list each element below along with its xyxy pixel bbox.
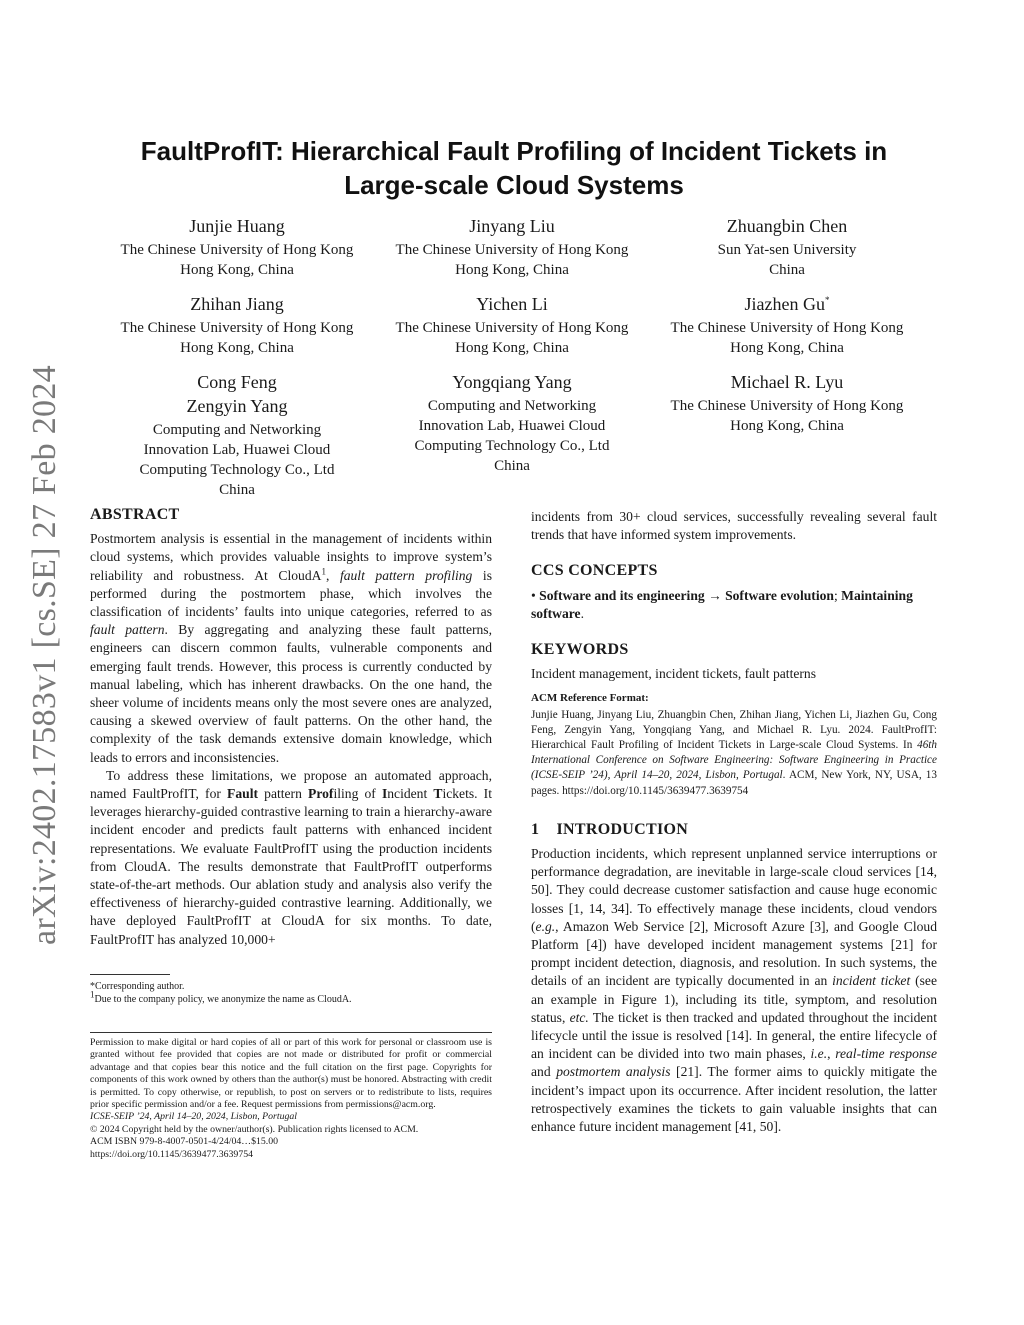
- author-block: [647, 292, 927, 358]
- keywords-heading: KEYWORDS: [531, 641, 629, 659]
- author-affiliation: Computing Technology Co., Ltd: [414, 438, 610, 454]
- venue-line: ICSE-SEIP ’24, April 14–20, 2024, Lisbon, Portugal: [90, 1111, 298, 1123]
- author-affiliation: Computing Technology Co., Ltd: [139, 462, 335, 478]
- author-location: Hong Kong, China: [455, 340, 569, 356]
- paper-title: [90, 134, 938, 202]
- ccs-section: [531, 562, 937, 623]
- author-affiliation: Sun Yat-sen University: [717, 242, 857, 258]
- author-location: China: [494, 458, 530, 474]
- text-run: To address these limitations, we propose an automated approach, named FaultProfIT, for: [90, 767, 492, 802]
- abstract-continued: incidents from 30+ cloud services, successfully revealing several fault trends that have informed system improvements.: [531, 509, 937, 543]
- text-run: ncident: [387, 786, 434, 802]
- footnote-text: Due to the company policy, we anonymize the name as CloudA.: [94, 994, 352, 1005]
- footnote-corresponding: *Corresponding author.: [90, 981, 185, 992]
- permission-text: Permission to make digital or hard copies of all or part of this work for personal or classroom use is granted without fee provided that copies are not made or distributed for profit or commercial advantage and that copies bear this notice and the full citation on the first page. Copyrights for components of this work owned by others than the author(s) must be honored. Abstracting with credit is permitted. To copy otherwise, or republish, to post on servers or to redistribute to lists, requires prior specific permission and/or a fee. Request permissions from permissions@acm.org.: [90, 1037, 492, 1111]
- right-column: [531, 508, 937, 1136]
- author-affiliation: The Chinese University of Hong Kong: [120, 242, 354, 258]
- period: .: [580, 605, 584, 621]
- text-run: ,: [827, 1046, 836, 1062]
- emphasis: postmortem analysis: [556, 1064, 671, 1080]
- ccs-term: Maintaining software: [531, 587, 913, 621]
- abstract-paragraph-2: [90, 767, 492, 949]
- author-block: [372, 370, 652, 476]
- doi-link[interactable]: https://doi.org/10.1145/3639477.3639754: [90, 1148, 254, 1160]
- abstract-heading: ABSTRACT: [90, 506, 180, 523]
- emphasis: i.e.: [810, 1046, 828, 1062]
- acm-reference-text: [531, 708, 937, 799]
- author-location: China: [219, 482, 255, 498]
- bold-run: T: [433, 786, 443, 802]
- emphasis: etc.: [569, 1009, 589, 1025]
- text-run: Postmortem analysis is essential in the management of incidents within cloud systems, which provides valuable insights to improve system’s reliability and robustness. At CloudA: [90, 531, 492, 583]
- bold-run: Prof: [308, 786, 334, 802]
- arrow: →: [704, 587, 726, 603]
- author-location: Hong Kong, China: [730, 340, 844, 356]
- author-affiliation: Computing and Networking: [152, 422, 322, 438]
- permission-rule: [90, 1032, 492, 1033]
- author-name: Cong Feng: [197, 372, 277, 392]
- author-name-text: Jiazhen Gu: [744, 294, 825, 314]
- arxiv-id: arXiv:2402.17583v1 [cs.SE] 27 Feb 2024: [26, 365, 63, 945]
- author-affiliation: The Chinese University of Hong Kong: [120, 320, 354, 336]
- author-name: Junjie Huang: [189, 216, 285, 236]
- arxiv-sidebar: [20, 365, 70, 945]
- footnotes: [90, 980, 492, 1006]
- author-name: Zhihan Jiang: [190, 294, 284, 314]
- ccs-term: Software evolution: [725, 587, 834, 603]
- author-name: Yongqiang Yang: [452, 372, 572, 392]
- title-line-2: Large-scale Cloud Systems: [344, 170, 684, 200]
- separator: ;: [833, 587, 842, 603]
- author-name: Zhuangbin Chen: [726, 216, 848, 236]
- text-run: . By aggregating and analyzing these fault patterns, engineers can discern common faults, vulnerable components and emerging fault trends. However, this process is currently conducted by manual labeling, which has inherent drawbacks. On the one hand, the sheer volume of incidents means only the most severe ones are analyzed, causing a skewed overview of fault patterns. On the other hand, the complexity of the task demands extensive domain knowledge, which leads to errors and inconsistencies.: [90, 622, 492, 765]
- title-line-1: FaultProfIT: Hierarchical Fault Profiling of Incident Tickets in: [140, 136, 888, 166]
- author-location: Hong Kong, China: [180, 340, 294, 356]
- text-run: ickets. It leverages hierarchy-guided contrastive learning to train a hierarchy-aware incident encoder and predicts fault patterns with enhanced incident representations. We evaluate FaultProfIT using the production incidents from CloudA. The results demonstrate that FaultProfIT outperforms state-of-the-art methods. Our ablation study and analysis also verify the effectiveness of hierarchy-guided contrastive learning. Additionally, we have deployed FaultProfIT at CloudA for six months. To date, FaultProfIT has analyzed 10,000+: [90, 786, 492, 947]
- introduction-section: [531, 821, 937, 1136]
- emphasis: e.g.: [535, 918, 556, 934]
- author-location: Hong Kong, China: [180, 262, 294, 278]
- ccs-term: Software and its engineering: [539, 587, 705, 603]
- isbn-line: ACM ISBN 979-8-4007-0501-4/24/04…$15.00: [90, 1136, 279, 1148]
- author-affiliation: The Chinese University of Hong Kong: [670, 320, 904, 336]
- text-run: pattern: [258, 786, 309, 802]
- author-location: Hong Kong, China: [455, 262, 569, 278]
- emphasis: 46th International Conference on Software Engineering: Software Engineering in Practice (ICSE-SEIP ’24), April 14–20, 2024, Lisbon, Portugal: [531, 739, 937, 782]
- text-run: ,: [325, 567, 340, 583]
- left-column: [90, 506, 492, 949]
- text-run: , Amazon Web Service [2], Microsoft Azure [3], and Google Cloud Platform [4]) have developed incident management systems [21] for prompt incident detection, diagnosis, and resolution. In such systems, the details of an incident are typically documented in an: [531, 918, 937, 989]
- footnote-number: 1: [90, 989, 95, 1000]
- author-affiliation: The Chinese University of Hong Kong: [395, 242, 629, 258]
- acm-reference-heading: ACM Reference Format:: [531, 692, 649, 705]
- author-block: [97, 292, 377, 358]
- text-run: is performed during the postmortem phase, which involves the classification of incidents’ faults into unique categories, referred to as: [90, 567, 492, 620]
- author-block: [372, 292, 652, 358]
- text-run: The ticket is then tracked and updated throughout the incident lifecycle until the issue is resolved [14]. In general, the entire lifecycle of an incident can be divided into two main phases,: [531, 1009, 938, 1062]
- author-affiliation: The Chinese University of Hong Kong: [670, 398, 904, 414]
- bullet: •: [531, 587, 540, 603]
- text-run: iling of: [333, 786, 382, 802]
- emphasis: incident ticket: [832, 973, 911, 989]
- author-affiliation: Computing and Networking: [427, 398, 597, 414]
- author-location: Hong Kong, China: [730, 418, 844, 434]
- author-location: China: [769, 262, 805, 278]
- ccs-concepts: [531, 587, 937, 623]
- author-block: [372, 214, 652, 280]
- emphasis: fault pattern profiling: [339, 567, 473, 583]
- introduction-heading: 1 INTRODUCTION: [531, 820, 689, 838]
- text-run: . ACM, New York, NY, USA, 13 pages. https://doi.org/10.1145/3639477.3639754: [531, 769, 937, 797]
- corresponding-mark: *: [824, 295, 830, 305]
- bold-run: I: [381, 786, 388, 802]
- keywords-text: Incident management, incident tickets, fault patterns: [531, 666, 816, 682]
- author-block: [97, 214, 377, 280]
- introduction-paragraph: [531, 845, 937, 1136]
- author-block: [647, 214, 927, 280]
- ccs-heading: CCS CONCEPTS: [531, 562, 658, 580]
- author-name: [647, 292, 927, 316]
- emphasis: fault pattern: [90, 622, 165, 638]
- author-name: Zengyin Yang: [186, 396, 288, 416]
- footnote-rule: [90, 974, 170, 975]
- keywords-section: [531, 641, 937, 683]
- text-run: [21]. The former aims to quickly mitigate the incident’s impact upon its occurrence. After incident resolution, the latter retrospectively examines the tickets to gain valuable insights that can enhance future incident management [41, 50].: [531, 1064, 938, 1135]
- copyright-line: © 2024 Copyright held by the owner/author(s). Publication rights licensed to ACM.: [90, 1123, 419, 1135]
- footnote-ref: 1: [321, 566, 326, 577]
- text-run: Junjie Huang, Jinyang Liu, Zhuangbin Chen, Zhihan Jiang, Yichen Li, Jiazhen Gu, Cong Feng, Zengyin Yang, Yongqiang Yang, and Michael R. Lyu. 2024. FaultProfIT: Hierarchical Fault Profiling of Incident Tickets in Large-scale Cloud Systems. In: [531, 708, 937, 752]
- author-name: Jinyang Liu: [469, 216, 555, 236]
- author-name: Michael R. Lyu: [730, 372, 844, 392]
- author-block: [97, 370, 377, 500]
- author-name: Yichen Li: [476, 294, 548, 314]
- author-affiliation: Innovation Lab, Huawei Cloud: [143, 442, 331, 458]
- text-run: (see an example in Figure 1), including its title, symptom, and resolution status,: [531, 973, 937, 1025]
- emphasis: real-time response: [835, 1046, 938, 1062]
- text-run: and: [531, 1064, 557, 1080]
- bold-run: Fault: [227, 786, 259, 802]
- author-affiliation: Innovation Lab, Huawei Cloud: [418, 418, 606, 434]
- footnote-cloud: [90, 989, 492, 1006]
- author-block: [647, 370, 927, 436]
- author-affiliation: The Chinese University of Hong Kong: [395, 320, 629, 336]
- text-run: Production incidents, which represent unplanned service interruptions or performance degradation, are inevitable in large-scale cloud services [14, 50]. They could decrease customer satisfaction and cause huge economic losses [1, 14, 34]. To effectively manage these incidents, cloud vendors (: [531, 846, 937, 934]
- abstract-paragraph-1: [90, 530, 492, 767]
- permission-block: [90, 1037, 492, 1161]
